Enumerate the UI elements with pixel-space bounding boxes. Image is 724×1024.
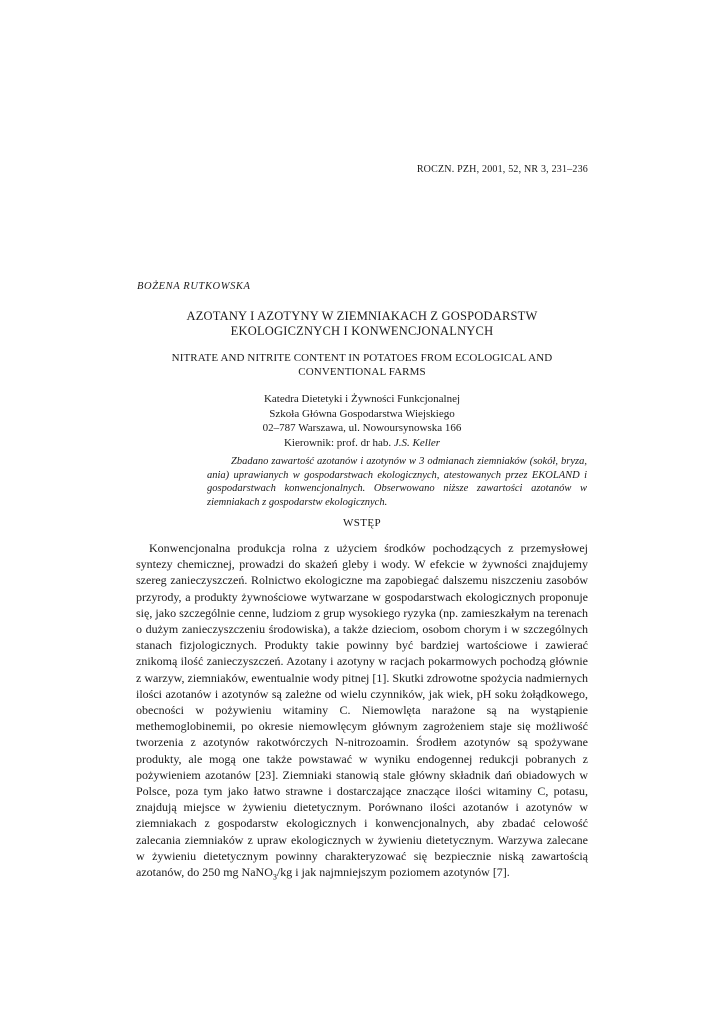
journal-reference: ROCZN. PZH, 2001, 52, NR 3, 231–236 [416,164,588,175]
body-text-part2: /kg i jak najmniejszym poziomem azotynów [7]. [276,865,510,880]
head-label: Kierownik: prof. dr hab. [283,436,392,449]
title-english: NITRATE AND NITRITE CONTENT IN POTATOES FROM ECOLOGICAL AND CONVENTIONAL FARMS [171,352,553,378]
title-polish: AZOTANY I AZOTYNY W ZIEMNIAKACH Z GOSPODARSTW EKOLOGICZNYCH I KONWENCJONALNYCH [186,309,538,338]
author-name: BOŻENA RUTKOWSKA [137,281,251,292]
body-text-part1: Konwencjonalna produkcja rolna z użyciem środków pochodzących z przemysłowej syntezy chemicznej, prowadzi do skażeń gleby i wody. W efekcie w żywności znajdujemy szereg zanieczyszczeń. Rolnictwo ekologiczne ma zapobiegać dalszemu niszczeniu zasobów przyrody, a produkty żywnościowe wytwarzane w gospodarstwach ekologicznych proponuje się, jako szczególnie cenne, ludziom z grup wysokiego ryzyka (np. zamieszkałym na terenach o dużym zanieczyszczeniu środowiska), a także dzieciom, osobom chorym i w szczególnych stanach fizjologicznych. Produkty takie powinny być bardziej wartościowe i zawierać znikomą ilość zanieczyszczeń. Azotany i azotyny w racjach pokarmowych pochodzą głównie z warzyw, ziemniaków, ewentualnie wody pitnej [1]. Skutki zdrowotne spożycia nadmiernych ilości azotanów i azotynów są zależne od wielu czynników, jak wiek, pH soku żołądkowego, obecności w pożywieniu witaminy C. Niemowlęta narażone są na wystąpienie methemoglobinemii, po okresie niemowlęcym głównym zagrożeniem staje się możliwość tworzenia z azotynów rakotwórczych N-nitrozoamin. Środłem azotynów są spożywane produkty, ale mogą one także powstawać w wyniku endogennej redukcji pobranych z pożywieniem azotanów [23]. Ziemniaki stanowią stale główny składnik dań obiadowych w Polsce, poza tym jako łatwo strawne i dostarczające znaczące ilości witaminy C, potasu, znajdują miejsce w żywieniu dietetycznym. Porównano ilości azotanów i azotynów w ziemniakach z gospodarstw ekologicznych i konwencjonalnych, aby zbadać celowość zalecania ziemniaków z upraw ekologicznych w żywieniu dietetycznym. Warzywa zalecane w żywieniu dietetycznym powinny charakteryzować się bezpiecznie niską zawartością azotanów, do 250 mg NaNO [136,541,588,880]
head-name: J.S. Keller [393,436,441,449]
affiliation-department: Katedra Dietetyki i Żywności Funkcjonalnej [263,393,461,405]
section-heading: WSTĘP [342,517,382,529]
affiliation-school: Szkoła Główna Gospodarstwa Wiejskiego [269,407,455,420]
introduction-paragraph [136,540,588,880]
affiliation-block [237,392,487,450]
affiliation-address: 02–787 Warszawa, ul. Nowoursynowska 166 [262,422,462,434]
abstract: Zbadano zawartość azotanów i azotynów w 3 odmianach ziemniaków (sokół, bryza, ania) uprawianych w gospodarstwach ekologicznych, atestowanych przez EKOLAND i gospodarstwach konwencjonalnych. Obserwowano niższe zawartości azotanów w ziemniakach z gospodarstw ekologicznych. [207,456,587,508]
nitrate-subscript: 3 [272,872,277,882]
affiliation-head [237,436,487,451]
